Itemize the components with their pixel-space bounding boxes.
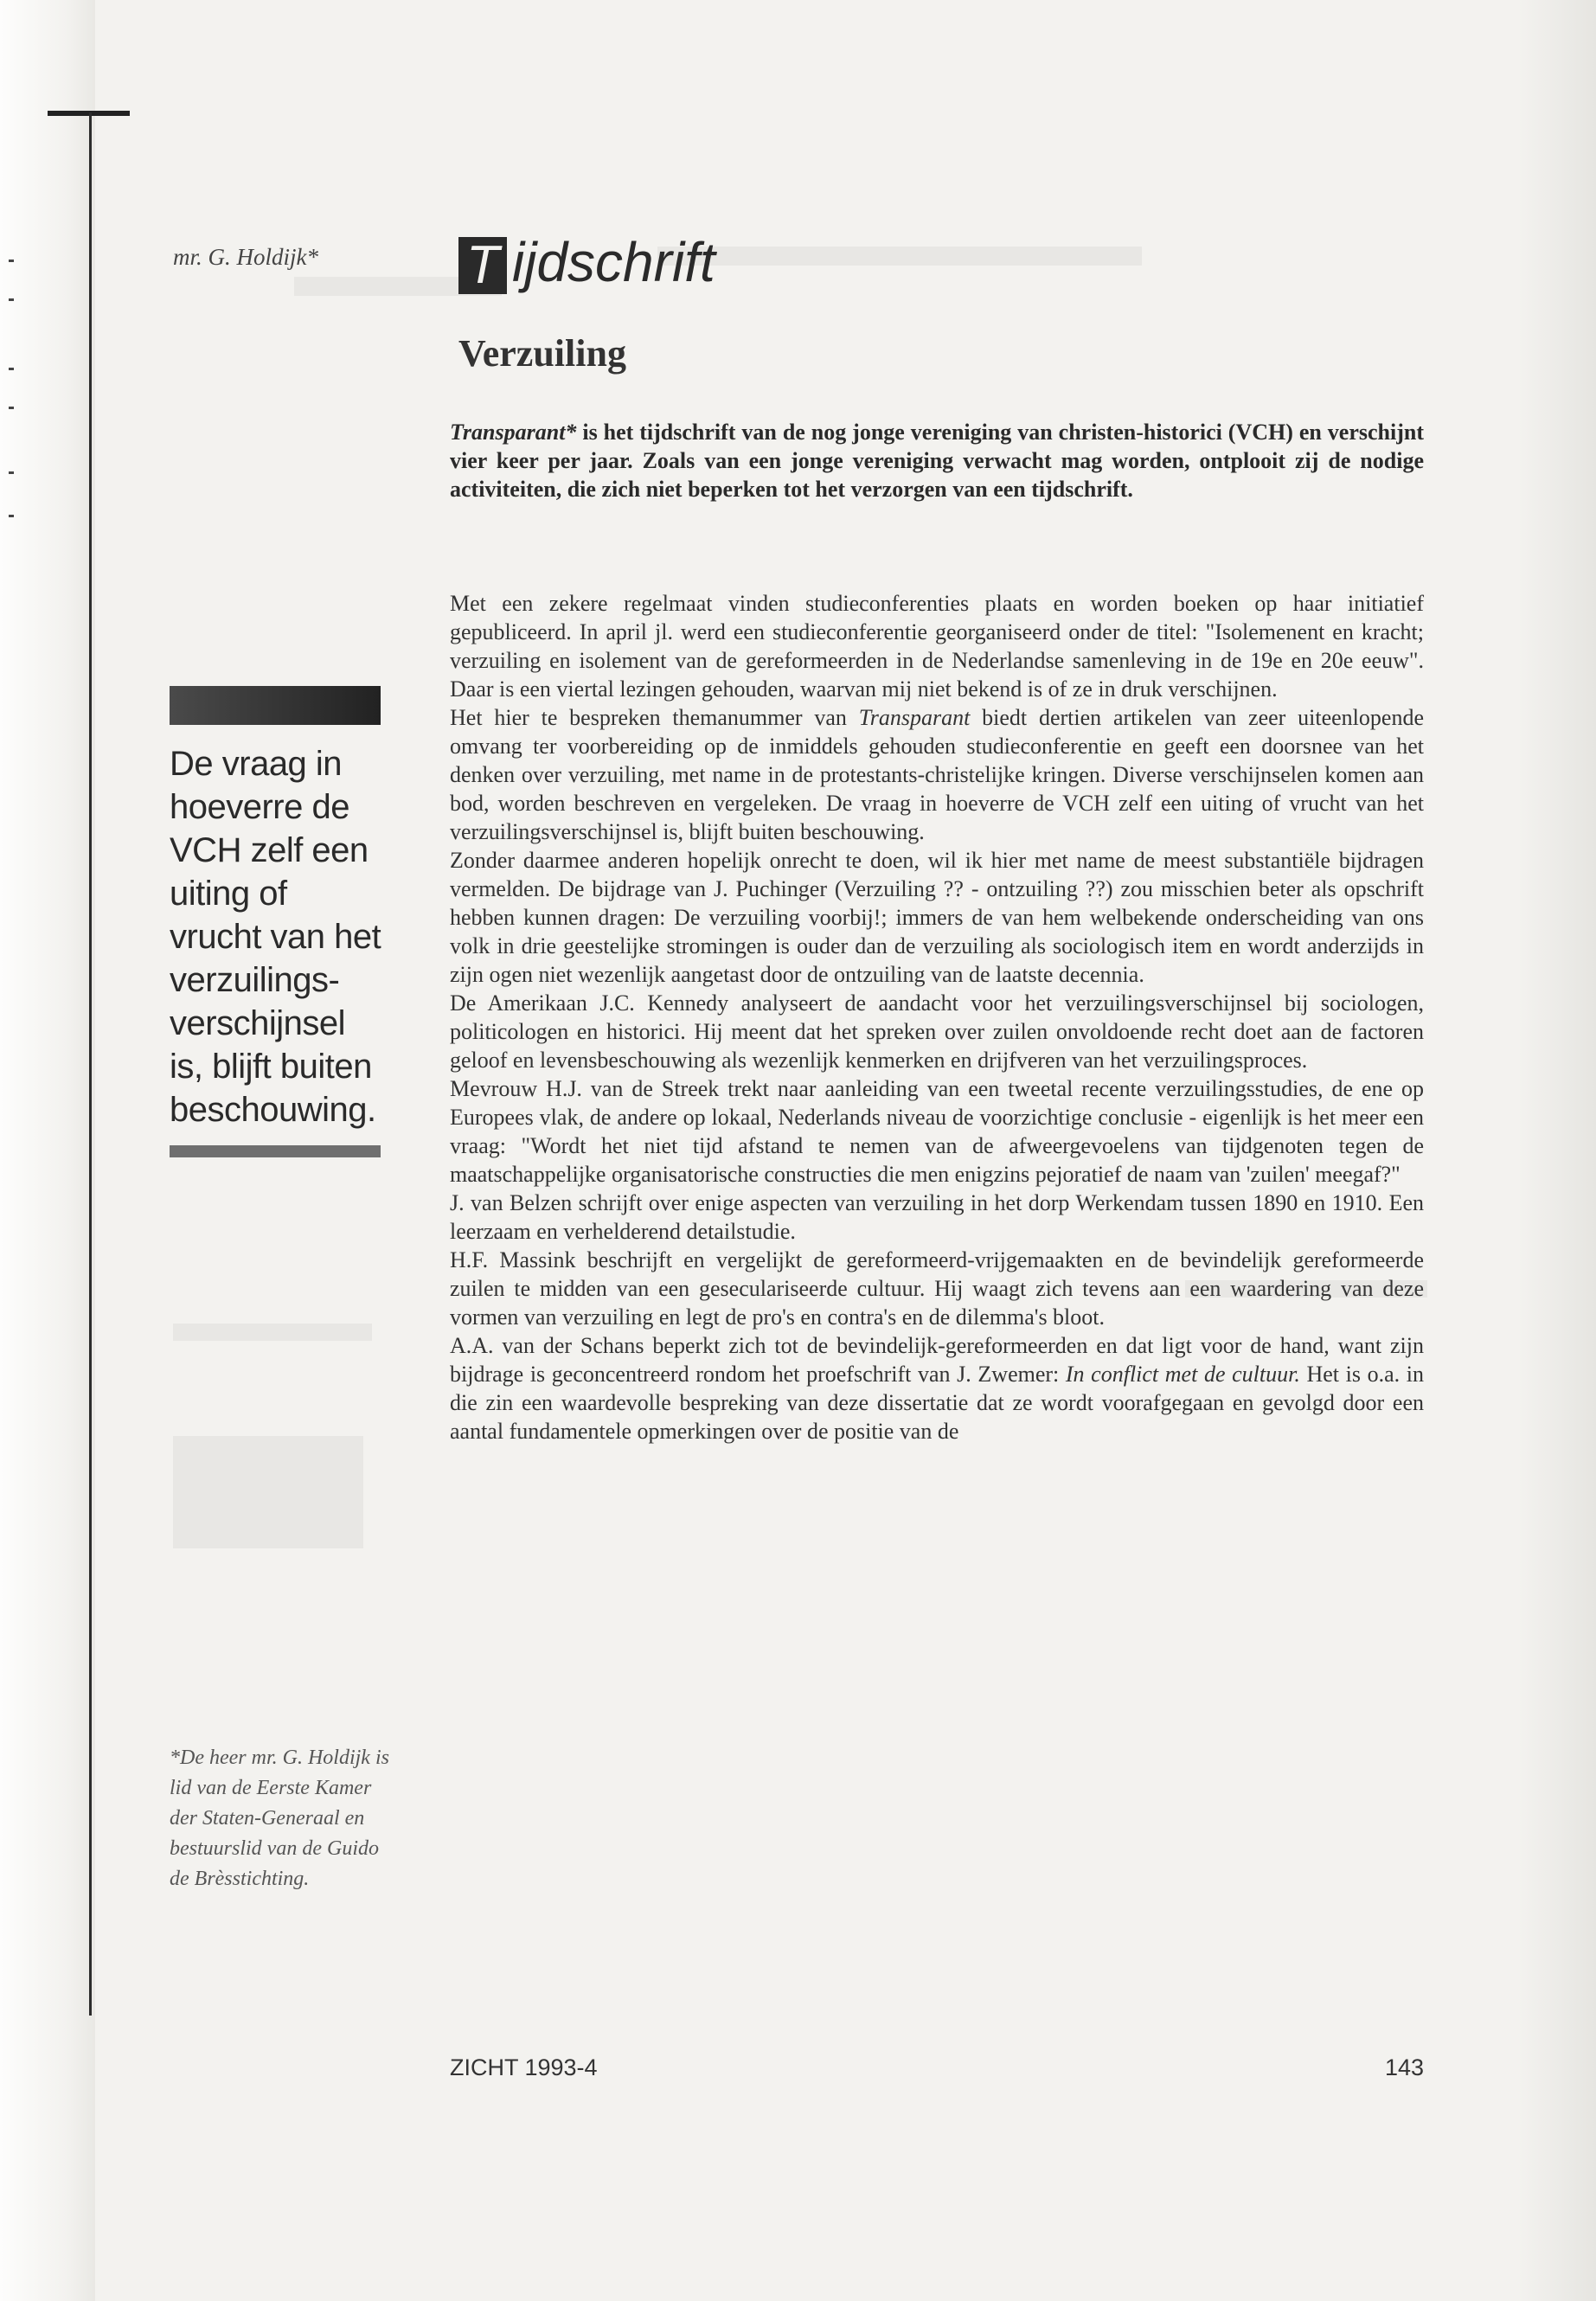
article-title: Verzuiling [458, 332, 626, 375]
author-name: mr. G. Holdijk* [173, 244, 318, 270]
body-paragraph [450, 1331, 1424, 1445]
edge-tick [9, 407, 14, 409]
article-body [450, 589, 1424, 1445]
section-label: ijdschrift [512, 231, 715, 293]
binding-line [89, 112, 92, 2016]
edge-tick [9, 515, 14, 517]
bleed-through [657, 247, 1142, 266]
pull-quote-bottom-bar [170, 1145, 381, 1157]
edge-tick [9, 471, 14, 474]
publication-name: Transparant* [450, 420, 577, 445]
body-text: biedt dertien artikelen van zeer uiteenlopende omvang ter voorbereiding op de inmiddels gehouden studieconferentie en geeft een doorsnee van het denken over verzuiling, met name in de protestants-christelijke kringen. Diverse verschijnselen komen aan bod, worden beschreven en vergeleken. De vraag in hoeverre de VCH zelf een uiting of vrucht van het verzuilingsverschijnsel is, blijft buiten beschouwing. [450, 705, 1424, 844]
body-text: Het is o.a. in die zin een waardevolle bespreking van deze dissertatie dat ze wordt voorafgegaan en gevolgd door een aantal fundamentele opmerkingen over de positie van de [450, 1362, 1425, 1444]
body-text: A.A. van der Schans beperkt zich tot de bevindelijk-gereformeerden en dat ligt voor de hand, want zijn bijdrage is geconcentreerd rondom het proefschrift van J. Zwemer: [450, 1333, 1424, 1387]
book-title: In conflict met de cultuur. [1065, 1362, 1300, 1387]
body-text: Het hier te bespreken themanummer van [450, 705, 859, 730]
body-paragraph: Zonder daarmee anderen hopelijk onrecht te doen, wil ik hier met name de meest substantiële bijdragen vermelden. De bijdrage van J. Puchinger (Verzuiling ?? - ontzuiling ??) zou misschien beter als opschrift hebben kunnen dragen: De verzuiling voorbij!; immers de van hem welbekende onderscheiding van ons volk in drie geestelijke stromingen is ouder dan de verzuiling als sociologisch item en wordt anderzijds in zijn ogen niet wezenlijk aangetast door de ontzuiling van de laatste decennia. [450, 848, 1424, 987]
body-paragraph: De Amerikaan J.C. Kennedy analyseert de aandacht voor het verzuilingsverschijnsel bij sociologen, politicologen en historici. Hij meent dat het spreken over zuilen onvoldoende recht doet aan de factoren geloof en levensbeschouwing als wezenlijk kenmerken en drijfveren van het verzuilingsproces. [450, 990, 1424, 1073]
page-edge-shadow [1518, 0, 1596, 2301]
body-paragraph: H.F. Massink beschrijft en vergelijkt de gereformeerd-vrijgemaakten en de bevindelijk gereformeerde zuilen te midden van een geseculariseerde cultuur. Hij waagt zich tevens aan een waardering van deze vormen van verzuiling en legt de pro's en contra's en de dilemma's bloot. [450, 1247, 1424, 1330]
journal-issue: ZICHT 1993-4 [450, 2054, 598, 2080]
pull-quote-top-bar [170, 686, 381, 725]
pull-quote: De vraag in hoeverre de VCH zelf een uiting of vrucht van het verzuilingsverschijnsel is, blijft buiten beschouwing. [170, 745, 381, 1129]
publication-name: Transparant [858, 705, 971, 730]
author-footnote: *De heer mr. G. Holdijk is lid van de Eerste Kamer der Staten-Generaal en bestuurslid van de Guido de Brèsstichting. [170, 1747, 389, 1890]
lead-paragraph [450, 418, 1424, 503]
bleed-through [173, 1324, 372, 1341]
body-paragraph [450, 703, 1424, 846]
page-spine [0, 0, 95, 2301]
bleed-through [173, 1436, 363, 1548]
edge-tick [9, 368, 14, 370]
edge-tick [9, 298, 14, 301]
lead-text: is het tijdschrift van de nog jonge vereniging van christen-historici (VCH) en verschijnt vier keer per jaar. Zoals van een jonge vereniging verwacht mag worden, ontplooit zij de nodige activiteiten, die zich niet beperken tot het verzorgen van een tijdschrift. [450, 420, 1424, 502]
page-number: 143 [1384, 2054, 1424, 2080]
body-paragraph: Met een zekere regelmaat vinden studieconferenties plaats en worden boeken op haar initiatief gepubliceerd. In april jl. werd een studieconferentie georganiseerd onder de titel: "Isolemenent en kracht; verzuiling en isolement van de gereformeerden in de Nederlandse samenleving in de 19e en 20e eeuw". Daar is een viertal lezingen gehouden, waarvan mij niet bekend is of ze in druk verschijnen. [450, 591, 1424, 702]
body-paragraph: Mevrouw H.J. van de Streek trekt naar aanleiding van een tweetal recente verzuilingsstudies, de ene op Europees vlak, de andere op lokaal, Nederlands niveau de voorzichtige conclusie - eigenlijk is het meer een vraag: "Wordt het niet tijd afstand te nemen van de afweergevoelens van tijdgenoten tegen de maatschappelijke organisatorische constructies die men enigzins pejoratief de naam van 'zuilen' meegaf?" [450, 1076, 1424, 1187]
section-initial: T [458, 237, 507, 294]
body-paragraph: J. van Belzen schrijft over enige aspecten van verzuiling in het dorp Werkendam tussen 1890 en 1910. Een leerzaam en verhelderend detailstudie. [450, 1190, 1424, 1244]
edge-tick [9, 260, 14, 262]
